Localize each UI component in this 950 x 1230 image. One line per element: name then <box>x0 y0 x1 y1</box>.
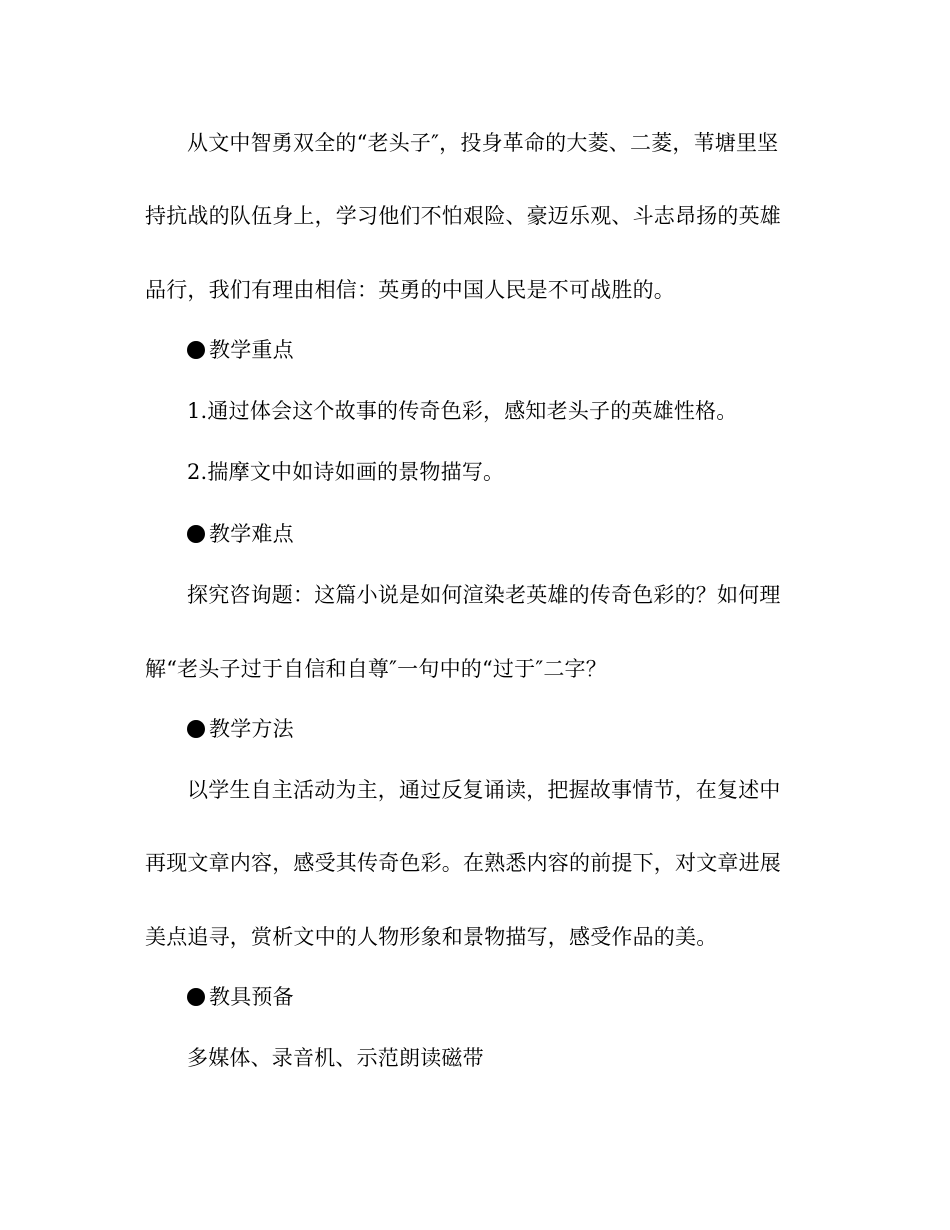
methods-line-2: 再现文章内容，感受其传奇色彩。在熟悉内容的前提下，对文章进展 <box>145 851 781 875</box>
key-point-2: 2.揣摩文中如诗如画的景物描写。 <box>187 460 505 484</box>
bullet-icon <box>187 341 205 359</box>
methods-line-3: 美点追寻，赏析文中的人物形象和景物描写，感受作品的美。 <box>145 925 718 949</box>
materials-heading-text: 教具预备 <box>209 985 294 1009</box>
difficulties-line-2: 解“老头子过于自信和自尊″一句中的“过于″二字？ <box>145 657 607 681</box>
difficulties-heading <box>187 520 294 548</box>
bullet-icon <box>187 525 205 543</box>
bullet-icon <box>187 988 205 1006</box>
intro-line-1: 从文中智勇双全的“老头子″，投身革命的大菱、二菱，苇塘里坚 <box>187 131 779 155</box>
methods-heading-text: 教学方法 <box>209 717 294 741</box>
intro-line-2: 持抗战的队伍身上，学习他们不怕艰险、豪迈乐观、斗志昂扬的英雄 <box>145 204 781 228</box>
key-points-heading-text: 教学重点 <box>209 338 294 362</box>
bullet-icon <box>187 720 205 738</box>
materials-heading <box>187 983 294 1011</box>
methods-heading <box>187 715 294 743</box>
difficulties-heading-text: 教学难点 <box>209 522 294 546</box>
key-points-heading <box>187 336 294 364</box>
intro-line-3: 品行，我们有理由相信：英勇的中国人民是不可战胜的。 <box>145 278 675 302</box>
materials-line-1: 多媒体、录音机、示范朗读磁带 <box>187 1046 484 1070</box>
difficulties-line-1: 探究咨询题：这篇小说是如何渲染老英雄的传奇色彩的？如何理 <box>187 583 781 607</box>
methods-line-1: 以学生自主活动为主，通过反复诵读，把握故事情节，在复述中 <box>187 778 781 802</box>
key-point-1: 1.通过体会这个故事的传奇色彩，感知老头子的英雄性格。 <box>187 399 738 423</box>
